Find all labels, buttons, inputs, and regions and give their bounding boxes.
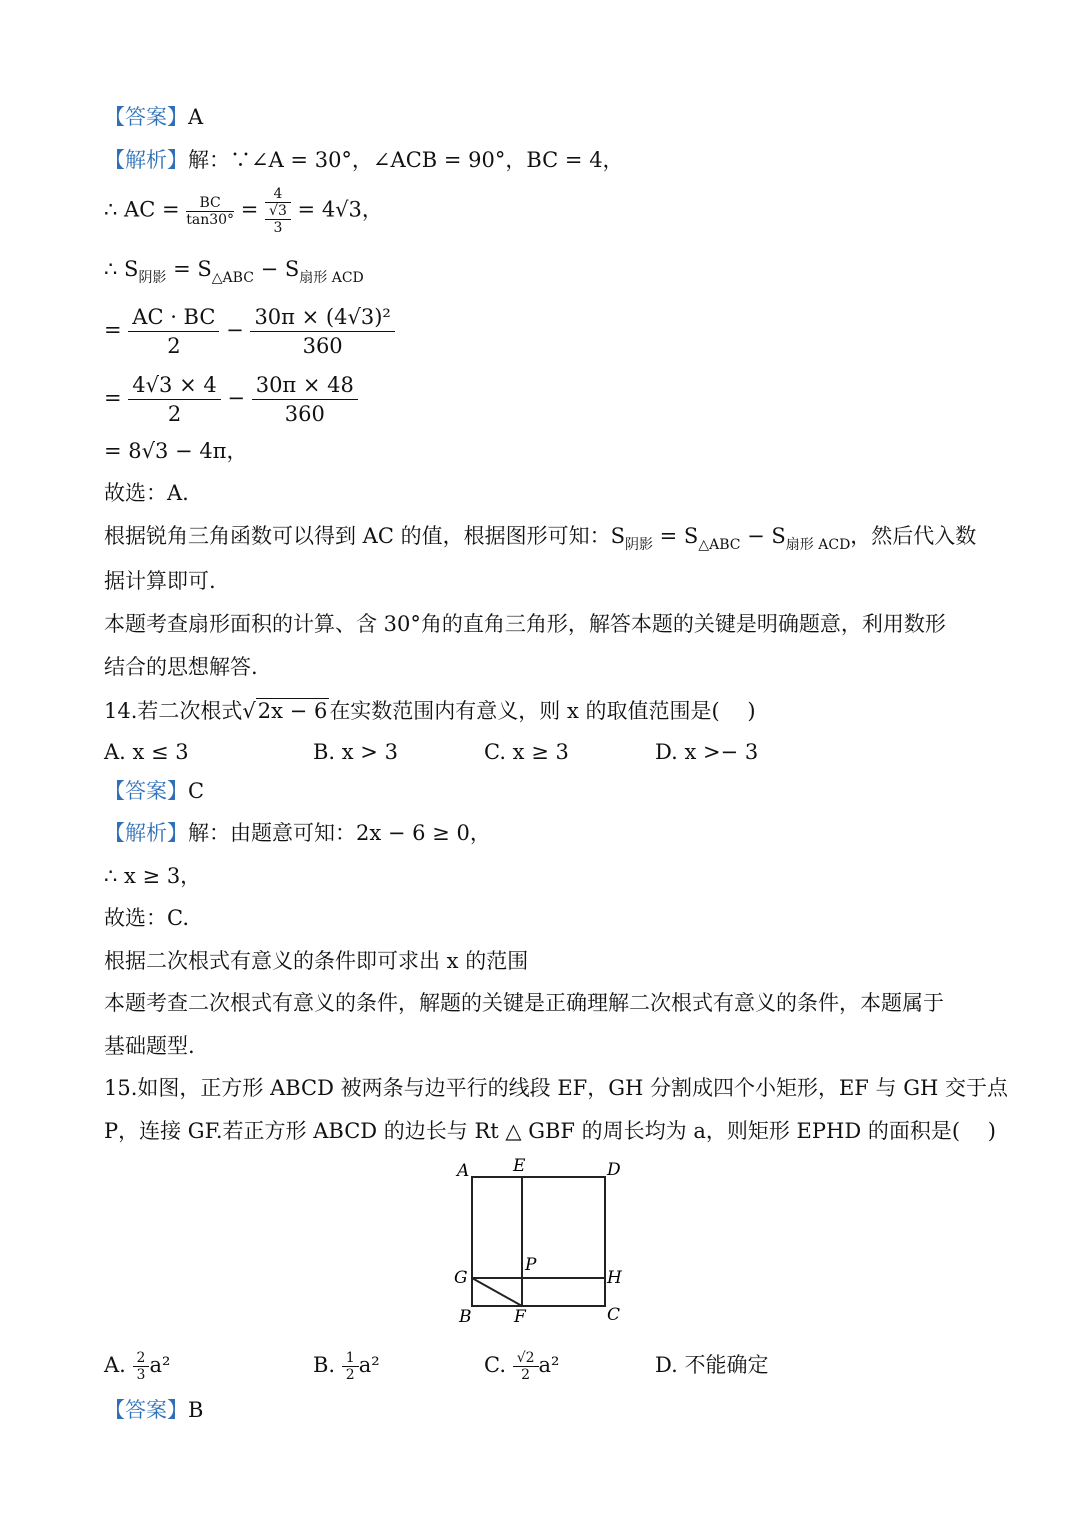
step-3: = 8√3 − 4π，	[104, 439, 248, 463]
analysis-14: 【解析】解：由题意可知：2x − 6 ≥ 0，	[104, 821, 491, 845]
label-d: D	[607, 1160, 621, 1180]
question-15: 15.如图，正方形 ABCD 被两条与边平行的线段 EF，GH 分割成四个小矩形，EF 与 GH 交于点	[104, 1076, 1008, 1100]
step-1: = $\frac{AC \cdot BC}{2}$ − $\frac{\text{30π × (4√3)²}}{360}$	[104, 302, 395, 360]
question-14: 14.若二次根式√2x − 6在实数范围内有意义，则 x 的取值范围是( )	[104, 699, 756, 723]
square-figure	[445, 1152, 635, 1332]
fraction-bc-tan: $\frac{BC}{\tan 30^\circ}$	[186, 194, 235, 228]
choice-14: 故选：C.	[104, 906, 189, 930]
q14-option-a: A. x ≤ 3	[104, 740, 189, 764]
review-13: 本题考查扇形面积的计算、含 30°角的直角三角形，解答本题的关键是明确题意，利用数形	[104, 612, 946, 636]
q14-option-c: C. x ≥ 3	[484, 740, 569, 764]
step-2: = $\frac{4√3 \times 4}{2}$ − $\frac{30\pi \times 48}{360}$	[104, 370, 358, 428]
summary-13: 根据锐角三角函数可以得到 AC 的值，根据图形可知：$S_{阴影} = S_{\triangle ABC} - S_{扇形 ACD}$，然后代入数	[104, 524, 977, 553]
q14-option-d: D. x >− 3	[655, 740, 759, 764]
q15-option-c: C. $\frac{√2}{2}$ a²	[484, 1350, 560, 1383]
q15-option-b: B. $\frac{1}{2}$ a²	[313, 1350, 380, 1383]
answer-15: 【答案】B	[104, 1398, 204, 1422]
shaded-area-equation: ∴ $S_{阴影} = S_{\triangle ABC} - S_{扇形 ACD}$	[104, 257, 364, 286]
label-b: B	[459, 1307, 472, 1327]
question-15-cont: P，连接 GF.若正方形 ABCD 的边长与 Rt △ GBF 的周长均为 a，则矩形 EPHD 的面积是( )	[104, 1119, 996, 1143]
fraction-4-root3: 4 √3 3	[265, 186, 291, 236]
ac-equation: ∴ AC = $\frac{BC}{\tan 30^\circ}$ = 4 √3 3 = 4√3，	[104, 186, 383, 236]
x-result: ∴ x ≥ 3，	[104, 864, 202, 888]
answer-14: 【答案】C	[104, 779, 205, 803]
segment-gf	[472, 1278, 522, 1306]
choice-13: 故选：A.	[104, 481, 189, 505]
answer-13: 【答案】A	[104, 105, 204, 129]
q15-option-d: D. 不能确定	[655, 1353, 769, 1377]
label-g: G	[454, 1268, 468, 1288]
label-e: E	[513, 1156, 526, 1176]
review-14-cont: 基础题型.	[104, 1034, 195, 1058]
label-a: A	[457, 1161, 470, 1181]
q14-option-b: B. x > 3	[313, 740, 398, 764]
q15-option-a: A. $\frac{2}{3}$ a²	[104, 1350, 171, 1383]
label-c: C	[607, 1305, 621, 1325]
analysis-13: 【解析】解：∵∠A = 30°，∠ACB = 90°，BC = 4，	[104, 148, 624, 172]
label-p: P	[525, 1255, 537, 1275]
review-13-cont: 结合的思想解答.	[104, 655, 258, 679]
review-14: 本题考查二次根式有意义的条件，解题的关键是正确理解二次根式有意义的条件，本题属于	[104, 991, 944, 1015]
label-h: H	[607, 1268, 622, 1288]
square-abcd	[472, 1177, 605, 1306]
summary-14: 根据二次根式有意义的条件即可求出 x 的范围	[104, 949, 529, 973]
label-f: F	[514, 1307, 526, 1327]
summary-13-cont: 据计算即可.	[104, 569, 216, 593]
